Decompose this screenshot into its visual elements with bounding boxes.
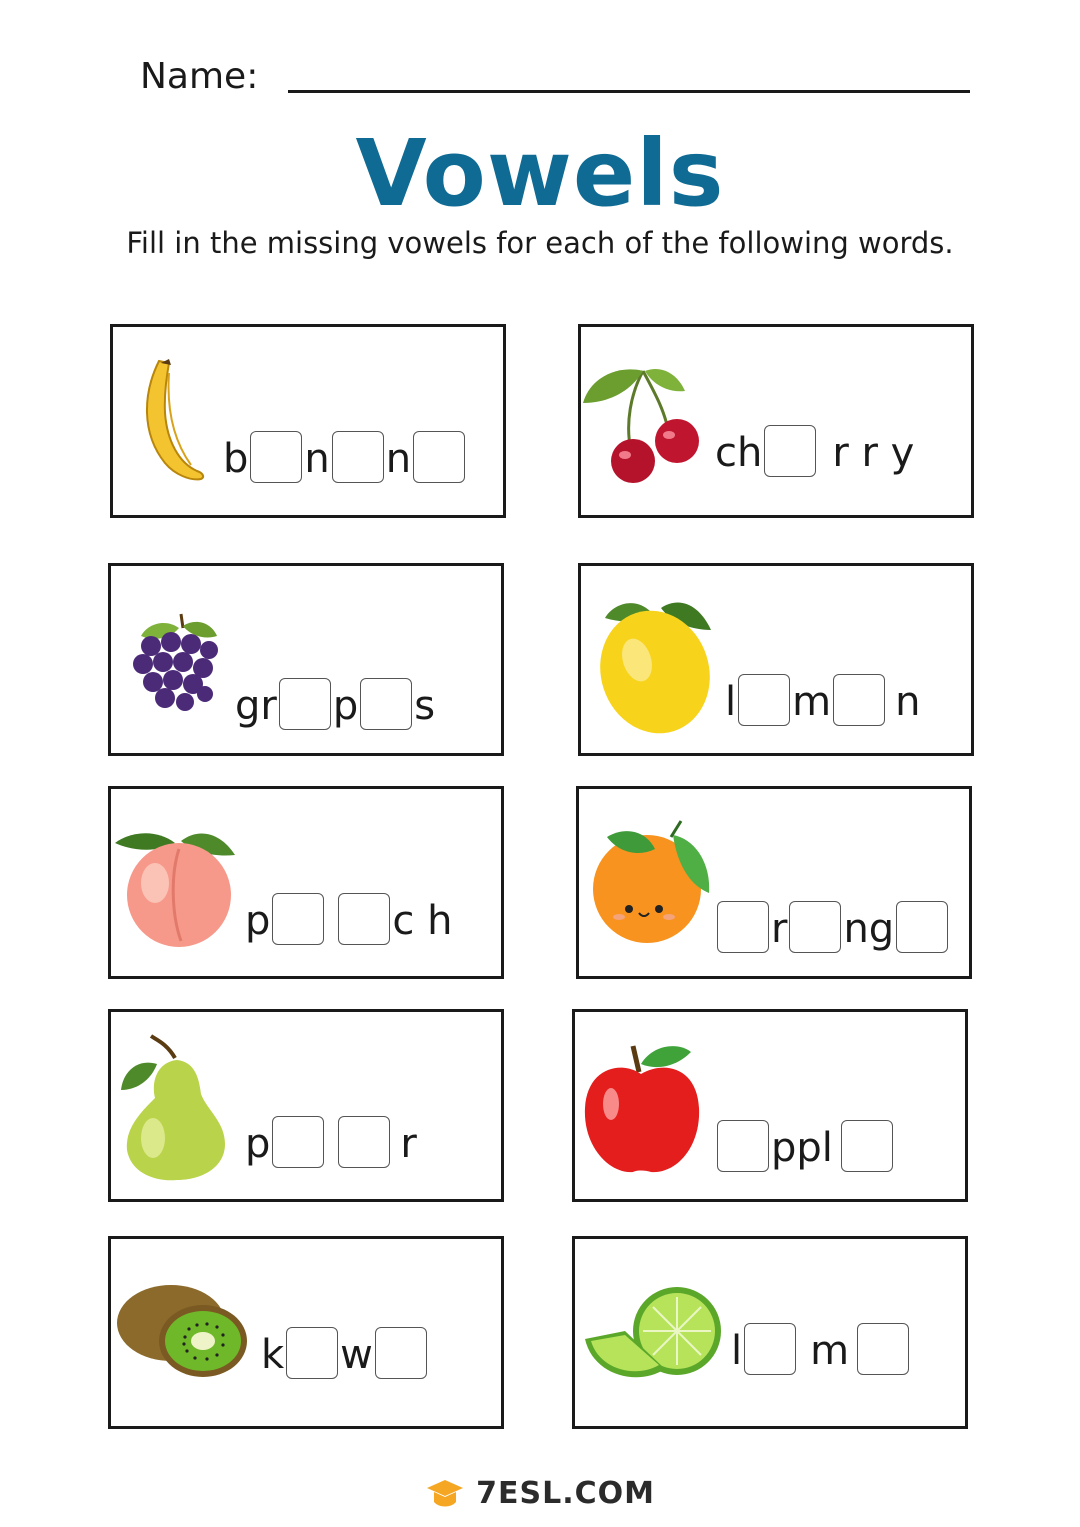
vowel-box[interactable] [360, 678, 412, 730]
vowel-box[interactable] [841, 1120, 893, 1172]
kiwi-icon [115, 1279, 255, 1379]
word-lemon [725, 674, 920, 726]
word-kiwi [261, 1327, 429, 1379]
vowel-box[interactable] [279, 678, 331, 730]
word-apple [715, 1120, 895, 1172]
word-cherry [715, 425, 914, 477]
letters: m [792, 679, 832, 725]
letters: n [304, 436, 330, 482]
vowel-box[interactable] [338, 893, 390, 945]
vowel-box[interactable] [272, 1116, 324, 1168]
vowel-box[interactable] [857, 1323, 909, 1375]
name-row [140, 52, 980, 102]
letters: w [340, 1332, 373, 1378]
instructions: Fill in the missing vowels for each of the following words. [126, 226, 954, 260]
letters: r [400, 1121, 417, 1167]
banana-icon [131, 353, 221, 483]
vowel-box[interactable] [250, 431, 302, 483]
letters: ng [843, 906, 895, 952]
card-orange [576, 786, 972, 979]
card-grapes [108, 563, 504, 756]
pear-icon [117, 1032, 235, 1186]
card-peach [108, 786, 504, 979]
letters: k [261, 1332, 285, 1378]
vowel-box[interactable] [717, 901, 769, 953]
vowel-box[interactable] [332, 431, 384, 483]
letters: gr [235, 683, 277, 729]
card-pear [108, 1009, 504, 1202]
letters: ppl [771, 1125, 833, 1171]
card-apple [572, 1009, 968, 1202]
card-cherry [578, 324, 974, 518]
letters: s [414, 683, 436, 729]
name-line[interactable] [288, 90, 970, 93]
letters: p [332, 683, 359, 729]
letters: p [245, 1121, 271, 1167]
apple-icon [581, 1038, 705, 1178]
grapes-icon [121, 610, 231, 720]
vowel-box[interactable] [789, 901, 841, 953]
vowel-box[interactable] [717, 1120, 769, 1172]
peach-icon [111, 823, 241, 948]
vowel-box[interactable] [744, 1323, 796, 1375]
letters: l [725, 679, 737, 725]
word-grapes [235, 678, 435, 730]
letters: m [810, 1328, 850, 1374]
card-lemon [578, 563, 974, 756]
letters: r [771, 906, 788, 952]
brand-text[interactable]: 7ESL.COM [476, 1476, 655, 1511]
lime-icon [583, 1283, 725, 1393]
letters: n [385, 436, 412, 482]
card-lime [572, 1236, 968, 1429]
vowel-box[interactable] [738, 674, 790, 726]
vowel-box[interactable] [272, 893, 324, 945]
word-peach [245, 893, 452, 945]
word-orange [715, 901, 950, 953]
vowel-box[interactable] [338, 1116, 390, 1168]
graduation-cap-logo [425, 1478, 465, 1510]
footer [0, 1476, 1080, 1516]
vowel-box[interactable] [286, 1327, 338, 1379]
word-banana [223, 431, 467, 483]
letters: b [223, 436, 249, 482]
letters: c h [392, 898, 453, 944]
letters: p [245, 898, 271, 944]
vowel-box[interactable] [764, 425, 816, 477]
name-label: Name: [140, 56, 259, 97]
card-kiwi [108, 1236, 504, 1429]
word-lime [731, 1323, 911, 1375]
vowel-box[interactable] [833, 674, 885, 726]
cherry-icon [581, 363, 706, 483]
vowel-box[interactable] [375, 1327, 427, 1379]
card-banana [110, 324, 506, 518]
letters: n [895, 679, 921, 725]
vowel-box[interactable] [413, 431, 465, 483]
letters: ch [715, 430, 763, 476]
vowel-box[interactable] [896, 901, 948, 953]
page-title: Vowels [355, 120, 725, 227]
lemon-icon [595, 590, 725, 740]
word-pear [245, 1116, 417, 1168]
letters: l [731, 1328, 743, 1374]
letters: r r y [832, 430, 915, 476]
orange-icon [585, 813, 719, 947]
